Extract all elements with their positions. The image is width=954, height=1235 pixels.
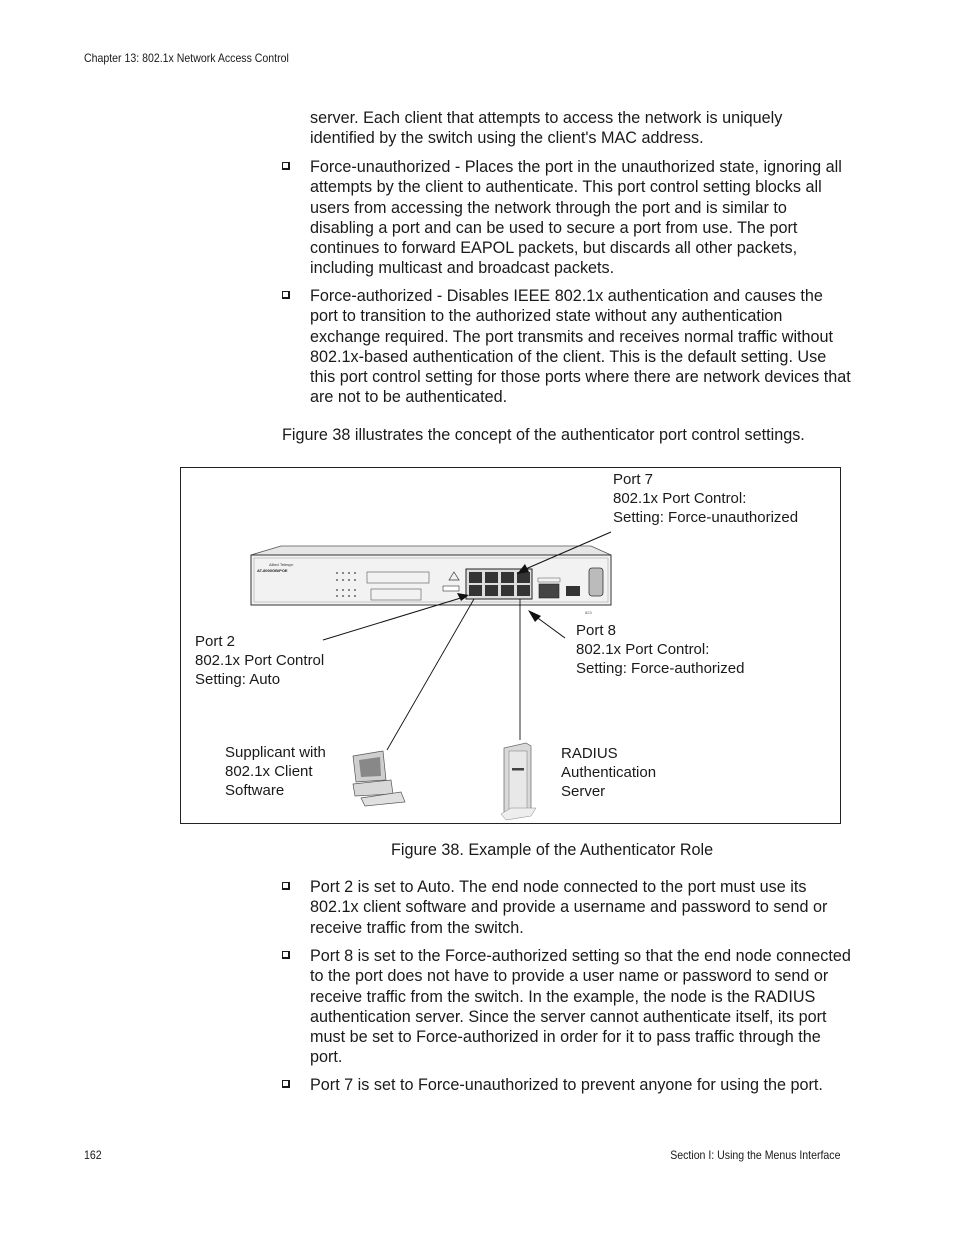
bullet-port7 bbox=[282, 1075, 852, 1095]
figure-id-label: 823 bbox=[585, 610, 592, 615]
checkbox-bullet-icon bbox=[282, 162, 290, 170]
switch-device bbox=[251, 546, 611, 615]
port8-leader-line bbox=[535, 616, 565, 638]
bullet-force-authorized bbox=[282, 286, 852, 408]
radius-label: RADIUS Authentication Server bbox=[561, 745, 657, 800]
continuation-paragraph bbox=[310, 108, 850, 149]
svg-text:AT-8000GB/POE: AT-8000GB/POE bbox=[257, 568, 288, 573]
bullet-text: Force-unauthorized - Places the port in the unauthorized state, ignoring all attempts by the client to authenticate. This port control setting blocks all users from accessing the network through the port and is similar to disabling a port and can be used to secure a port from use. The port continues to forward EAPOL packets, but discards all other packets, including multicast and broadcast packets. bbox=[310, 158, 842, 278]
port7-label: Port 7 802.1x Port Control: Setting: Force-unauthorized bbox=[613, 471, 799, 526]
bullet-port8 bbox=[282, 946, 852, 1068]
bullet-force-unauthorized bbox=[282, 157, 852, 279]
bullet-text: Port 2 is set to Auto. The end node connected to the port must use its 802.1x client software and provide a username and password to send or receive traffic from the switch. bbox=[310, 878, 828, 937]
checkbox-bullet-icon bbox=[282, 291, 290, 299]
figure-intro-text: Figure 38 illustrates the concept of the authenticator port control settings. bbox=[282, 426, 805, 444]
running-header: Chapter 13: 802.1x Network Access Control bbox=[84, 51, 289, 65]
continuation-line: identified by the switch using the client's MAC address. bbox=[310, 129, 704, 148]
supplicant-cable bbox=[387, 599, 474, 750]
checkbox-bullet-icon bbox=[282, 951, 290, 959]
continuation-line: server. Each client that attempts to access the network is uniquely bbox=[310, 109, 783, 127]
port8-arrowhead-icon bbox=[528, 610, 541, 622]
radius-server-icon bbox=[501, 743, 536, 820]
figure-caption: Figure 38. Example of the Authenticator Role bbox=[391, 841, 714, 859]
checkbox-bullet-icon bbox=[282, 882, 290, 890]
bullet-text: Port 7 is set to Force-unauthorized to prevent anyone for using the port. bbox=[310, 1076, 823, 1094]
page-number: 162 bbox=[84, 1148, 102, 1162]
port2-label: Port 2 802.1x Port Control Setting: Auto bbox=[195, 633, 325, 688]
bullet-text: Force-authorized - Disables IEEE 802.1x authentication and causes the port to transition to the authorized state without any authentication exchange required. The port transmits and receives normal traffic without 802.1x-based authentication of the client. This is the default setting. Use this port control setting for those ports where there are network devices that are not to be authenticated. bbox=[310, 287, 851, 407]
running-footer-section: Section I: Using the Menus Interface bbox=[669, 1148, 840, 1162]
figure-38 bbox=[180, 467, 841, 824]
supplicant-label: Supplicant with 802.1x Client Software bbox=[225, 744, 326, 799]
supplicant-computer-icon bbox=[353, 751, 405, 806]
bullet-text: Port 8 is set to the Force-authorized setting so that the end node connected to the port does not have to provide a user name or password to send or receive traffic from the switch. In the example, the node is the RADIUS authentication server. Since the server cannot authenticate itself, its port must be set to Force-authorized in order for it to pass traffic through the port. bbox=[310, 947, 851, 1067]
port8-label: Port 8 802.1x Port Control: Setting: Force-authorized bbox=[576, 622, 745, 677]
bullet-port2 bbox=[282, 877, 852, 938]
svg-text:Allied Telesyn: Allied Telesyn bbox=[269, 562, 294, 567]
checkbox-bullet-icon bbox=[282, 1080, 290, 1088]
